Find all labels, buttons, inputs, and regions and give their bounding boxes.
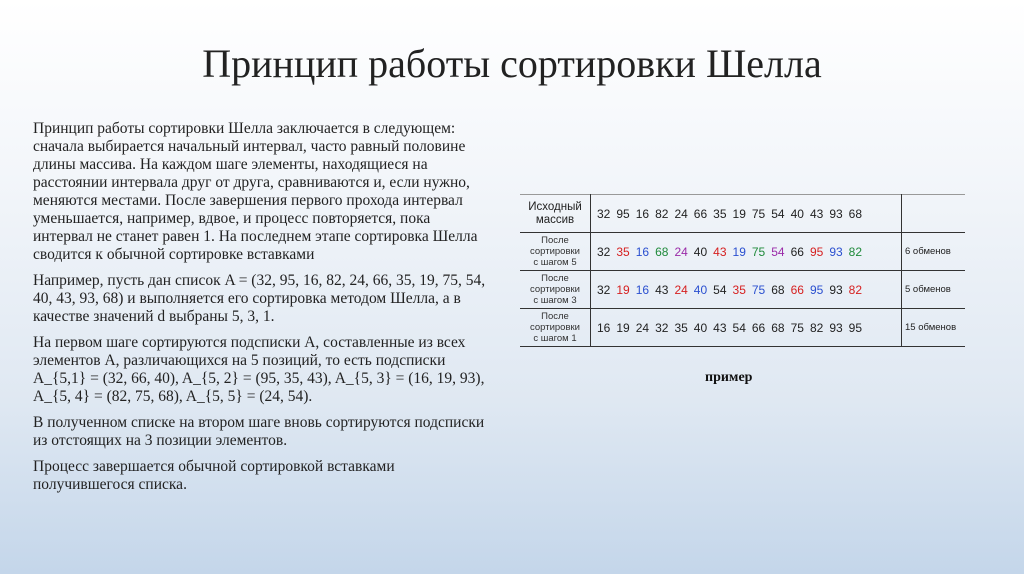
array-value: 75 (790, 320, 804, 335)
array-value: 40 (693, 244, 708, 259)
array-value: 68 (655, 244, 669, 259)
row-label-line: с шагом 3 (533, 295, 577, 306)
array-value: 66 (751, 320, 766, 335)
example-caption: пример (705, 370, 753, 385)
array-value: 95 (809, 244, 824, 259)
array-value: 19 (616, 320, 630, 335)
array-value: 82 (848, 244, 863, 259)
array-value: 54 (732, 320, 746, 335)
array-value: 32 (655, 320, 669, 335)
table-row (520, 309, 965, 347)
array-value: 93 (829, 282, 843, 297)
array-value: 43 (809, 206, 824, 221)
array-value: 16 (635, 244, 650, 259)
array-value: 19 (616, 282, 630, 297)
array-value: 16 (635, 206, 650, 221)
paragraph-example: Например, пусть дан список A = (32, 95, 16, 82, 24, 66, 35, 19, 75, 54, 40, 43, 93, 68) и выполняется его сортировка методом Шелла, а в качестве значений d выбраны 5, 3, 1. (33, 272, 486, 325)
row-label-line: После (541, 273, 569, 284)
array-value: 54 (713, 282, 727, 297)
row-label-line: массив (535, 213, 575, 226)
row-label (520, 271, 591, 309)
body-text (33, 120, 489, 502)
array-value: 82 (655, 206, 669, 221)
row-label-line: с шагом 5 (533, 257, 577, 268)
row-label-line: После (541, 235, 569, 246)
array-value: 82 (848, 282, 863, 297)
row-label-line: сортировки (530, 284, 580, 295)
array-value: 93 (829, 206, 843, 221)
array-value: 19 (732, 206, 746, 221)
array-value: 35 (732, 282, 746, 297)
row-values (591, 271, 902, 309)
array-value: 75 (751, 244, 766, 259)
table-row (520, 233, 965, 271)
row-label-line: Исходный (528, 200, 582, 213)
row-label-line: с шагом 1 (533, 333, 577, 344)
array-value: 66 (790, 282, 804, 297)
example-table (520, 194, 965, 347)
row-values (591, 309, 902, 347)
array-value: 95 (848, 320, 863, 335)
array-value: 19 (732, 244, 746, 259)
array-value: 95 (809, 282, 824, 297)
array-value: 43 (713, 320, 727, 335)
row-label (520, 233, 591, 271)
paragraph-final-step: Процесс завершается обычной сортировкой вставками получившегося списка. (33, 458, 395, 493)
array-value: 40 (790, 206, 804, 221)
array-value: 68 (771, 282, 785, 297)
array-value: 43 (713, 244, 727, 259)
array-value: 35 (616, 244, 630, 259)
paragraph-first-step: На первом шаге сортируются подсписки A, составленные из всех элементов A, различающихся на 5 позиций, то есть подсписки A_{5,1} = (32, 66, 40), A_{5, 2} = (95, 35, 43), A_{5, 3} = (16, 19, 93), A_{5, 4} = (82, 75, 68), A_{5, 5} = (24, 54). (33, 334, 485, 405)
array-value: 93 (829, 244, 843, 259)
array-value: 32 (597, 206, 611, 221)
array-value: 68 (848, 206, 863, 221)
array-value: 24 (674, 282, 688, 297)
row-label (520, 309, 591, 347)
array-value: 24 (635, 320, 650, 335)
swap-count (902, 195, 966, 233)
array-value: 40 (693, 320, 708, 335)
swap-count: 15 обменов (902, 309, 966, 347)
row-values (591, 233, 902, 271)
array-value: 24 (674, 244, 688, 259)
row-label-line: После (541, 311, 569, 322)
array-value: 32 (597, 282, 611, 297)
row-label-line: сортировки (530, 246, 580, 257)
array-value: 32 (597, 244, 611, 259)
row-label-line: сортировки (530, 322, 580, 333)
array-value: 43 (655, 282, 669, 297)
array-value: 66 (693, 206, 708, 221)
example-table-body (520, 195, 965, 347)
array-value: 35 (674, 320, 688, 335)
row-label (520, 195, 591, 233)
array-value: 82 (809, 320, 824, 335)
table-row (520, 271, 965, 309)
table-header-row (520, 195, 965, 233)
array-value: 68 (771, 320, 785, 335)
array-value: 75 (751, 282, 766, 297)
array-value: 40 (693, 282, 708, 297)
swap-count: 5 обменов (902, 271, 966, 309)
paragraph-second-step: В полученном списке на втором шаге вновь сортируются подсписки из отстоящих на 3 позиции элементов. (33, 414, 485, 449)
array-value: 16 (597, 320, 611, 335)
array-value: 24 (674, 206, 688, 221)
array-value: 93 (829, 320, 843, 335)
paragraph-intro: Принцип работы сортировки Шелла заключается в следующем: сначала выбирается начальный интервал, часто равный половине длины массива. На каждом шаге элементы, находящиеся на расстоянии интервала друг от друга, сравниваются и, если нужно, меняются местами. После завершения первого прохода интервал уменьшается, например, вдвое, и процесс повторяется, пока интервал не станет равен 1. На последнем этапе сортировка Шелла сводится к обычной сортировке вставками (33, 120, 478, 263)
row-values (591, 195, 902, 233)
slide-title: Принцип работы сортировки Шелла (202, 41, 822, 86)
array-value: 35 (713, 206, 727, 221)
array-value: 95 (616, 206, 630, 221)
array-value: 66 (790, 244, 804, 259)
swap-count: 6 обменов (902, 233, 966, 271)
array-value: 16 (635, 282, 650, 297)
array-value: 75 (751, 206, 766, 221)
array-value: 54 (771, 244, 785, 259)
array-value: 54 (771, 206, 785, 221)
